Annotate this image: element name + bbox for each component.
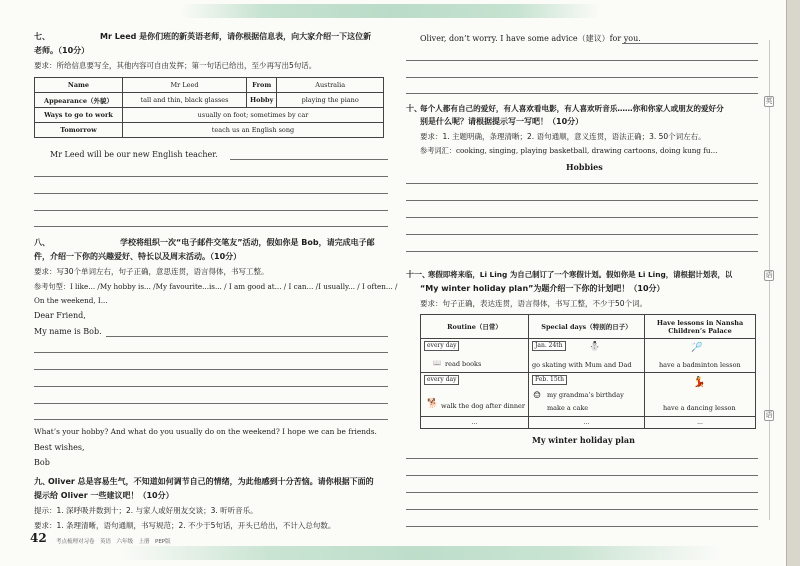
- table-cell: [529, 373, 645, 417]
- header-line: Children’s Palace: [668, 326, 732, 335]
- answer-line[interactable]: [34, 176, 388, 177]
- q11-title: 寒假即将来临，Li Ling 为自己制订了一个寒假计划。假如你是 Li Ling，请根据计划表，以: [428, 270, 733, 279]
- answer-line[interactable]: [406, 475, 758, 476]
- q7-first-sentence: Mr Leed will be our new English teacher.: [50, 150, 218, 159]
- answer-line[interactable]: [406, 217, 758, 218]
- q10-title-cont: 别是什么呢？请根据提示写一写吧！（10分）: [420, 117, 584, 126]
- every-day-tag: every day: [424, 375, 459, 385]
- q8-title: 学校将组织一次“电子邮件交笔友”活动，假如你是 Bob，请完成电子邮: [120, 238, 375, 247]
- dog-icon: 🐕: [427, 399, 439, 409]
- table-header: Special days（特别的日子）: [529, 315, 645, 339]
- answer-line[interactable]: [34, 419, 388, 420]
- answer-line[interactable]: [106, 336, 388, 337]
- table-cell: teach us an English song: [123, 123, 384, 138]
- q8-reference-cont: On the weekend, I...: [34, 296, 108, 305]
- q7-title-cont: 老师。（10分）: [34, 46, 90, 55]
- q11-title-cont: “My winter holiday plan”为题介绍一下你的计划吧！（10分）: [420, 284, 665, 293]
- side-mark: 语: [765, 411, 773, 419]
- q9-opening: Oliver, don’t worry. I have some advice（建议）for you.: [420, 34, 641, 43]
- table-cell: Hobby: [247, 93, 277, 108]
- table-cell: tall and thin, black glasses: [123, 93, 247, 108]
- q7-title: Mr Leed 是你们班的新英语老师，请你根据信息表，向大家介绍一下这位新: [100, 32, 372, 41]
- every-day-tag: every day: [424, 341, 459, 351]
- q8-reference: 参考句型：I like... /My hobby is... /My favourite...is... / I am good at... / I can... /I usually... / I often... /: [34, 282, 398, 291]
- table-cell: Name: [35, 78, 123, 93]
- table-cell: Mr Leed: [123, 78, 247, 93]
- table-cell: ...: [529, 417, 645, 429]
- table-cell: Ways to go to work: [35, 108, 123, 123]
- answer-line[interactable]: [34, 352, 388, 353]
- special-text: go skating with Mum and Dad: [532, 361, 632, 369]
- answer-line[interactable]: [406, 458, 758, 459]
- table-cell: [645, 339, 756, 373]
- special-text: make a cake: [547, 404, 589, 412]
- table-cell: Australia: [277, 78, 384, 93]
- answer-line[interactable]: [406, 60, 758, 61]
- table-cell: Appearance（外貌）: [35, 93, 123, 108]
- table-cell: [645, 373, 756, 417]
- routine-text: read books: [445, 360, 482, 368]
- q8-requirement: 要求：写30个单词左右，句子正确，意思连贯，语言得体，书写工整。: [34, 267, 269, 276]
- q8-start: My name is Bob.: [34, 327, 102, 336]
- q7-requirement: 要求：所给信息要写全，其他内容可自由发挥；第一句话已给出，至少再写出5句话。: [34, 61, 317, 70]
- skating-icon: ⛄: [589, 342, 601, 352]
- q10-requirement: 要求：1. 主题明确，条理清晰；2. 语句通顺，意义连贯，语法正确；3. 50个词左右。: [420, 132, 706, 141]
- q8-closing-question: What’s your hobby? And what do you usually do on the weekend? I hope we can be friends.: [34, 427, 377, 436]
- answer-line[interactable]: [406, 509, 758, 510]
- answer-line[interactable]: [406, 77, 758, 78]
- table-cell: [421, 373, 529, 417]
- side-mark: 英: [765, 97, 773, 105]
- answer-line[interactable]: [34, 226, 388, 227]
- table-header: [645, 315, 756, 339]
- q10-title: 每个人都有自己的爱好，有人喜欢看电影，有人喜欢听音乐……你和你家人或朋友的爱好分: [420, 104, 724, 113]
- side-mark: 语: [765, 271, 773, 279]
- q9-title-cont: 提示给 Oliver 一些建议吧！（10分）: [34, 491, 174, 500]
- answer-line[interactable]: [622, 43, 758, 44]
- answer-line[interactable]: [406, 200, 758, 201]
- lesson-text: have a badminton lesson: [659, 361, 741, 369]
- table-cell: usually on foot; sometimes by car: [123, 108, 384, 123]
- q11-number: 十一、: [406, 270, 430, 279]
- answer-line[interactable]: [34, 210, 388, 211]
- table-cell: ...: [645, 417, 756, 429]
- q8-signature: Bob: [34, 458, 50, 467]
- answer-line[interactable]: [406, 526, 758, 527]
- page-number: 42: [30, 531, 47, 545]
- answer-line[interactable]: [406, 93, 758, 94]
- badminton-icon: 🏸: [691, 343, 703, 353]
- table-cell: ...: [421, 417, 529, 429]
- q9-number: 九、: [34, 477, 50, 486]
- footer-text: 考点梳理对习卷 英语 六年级 上册 PEP版: [56, 539, 171, 545]
- bottom-decoration: [120, 546, 720, 560]
- answer-line[interactable]: [406, 492, 758, 493]
- date-tag: Feb. 15th: [532, 375, 567, 385]
- q10-reference: 参考词汇：cooking, singing, playing basketball, drawing cartoons, doing kung fu...: [420, 146, 718, 155]
- lesson-text: have a dancing lesson: [663, 404, 736, 412]
- table-cell: playing the piano: [277, 93, 384, 108]
- answer-line[interactable]: [34, 369, 388, 370]
- q8-title-cont: 件，介绍一下你的兴趣爱好、特长以及周末活动。（10分）: [34, 252, 242, 261]
- answer-line[interactable]: [34, 386, 388, 387]
- answer-line[interactable]: [406, 251, 758, 252]
- q11-requirement: 要求：句子正确，表达连贯，语言得体，书写工整，不少于50个词。: [420, 299, 648, 308]
- header-line: Have lessons in Nansha: [656, 318, 744, 327]
- answer-line[interactable]: [34, 193, 388, 194]
- dancer-icon: 💃: [693, 377, 706, 388]
- q8-greeting: Dear Friend,: [34, 311, 86, 320]
- routine-text: walk the dog after dinner: [441, 402, 526, 410]
- answer-line[interactable]: [406, 183, 758, 184]
- table-cell: [421, 339, 529, 373]
- table-cell: Tomorrow: [35, 123, 123, 138]
- q9-hint: 提示：1. 深呼吸并数到十；2. 与家人或好朋友交谈；3. 听听音乐。: [34, 506, 258, 515]
- binding-edge: [786, 0, 800, 566]
- table-header: Routine（日常）: [421, 315, 529, 339]
- book-icon: 📖: [433, 359, 442, 367]
- q9-title: Oliver 总是容易生气，不知道如何调节自己的情绪，为此他感到十分苦恼。请你根据下面的: [48, 477, 374, 486]
- special-text: my grandma’s birthday: [547, 391, 624, 399]
- top-decoration: [180, 4, 600, 18]
- answer-line[interactable]: [230, 159, 388, 160]
- q8-number: 八、: [34, 238, 50, 247]
- q11-heading: My winter holiday plan: [532, 435, 635, 445]
- answer-line[interactable]: [34, 403, 388, 404]
- table-cell: [529, 339, 645, 373]
- q11-plan-table: [420, 314, 756, 429]
- table-cell: From: [247, 78, 277, 93]
- q8-wishes: Best wishes,: [34, 443, 85, 452]
- grandma-icon: ☺: [533, 391, 542, 401]
- q10-heading: Hobbies: [566, 162, 603, 172]
- q9-requirement: 要求：1. 条理清晰，语句通顺，书写规范；2. 不少于5句话，开头已给出，不计入总句数。: [34, 521, 336, 530]
- q7-info-table: [34, 77, 384, 138]
- answer-line[interactable]: [406, 234, 758, 235]
- date-tag: Jan. 24th: [532, 341, 566, 351]
- q7-number: 七、: [34, 32, 50, 41]
- q10-number: 十、: [406, 104, 422, 113]
